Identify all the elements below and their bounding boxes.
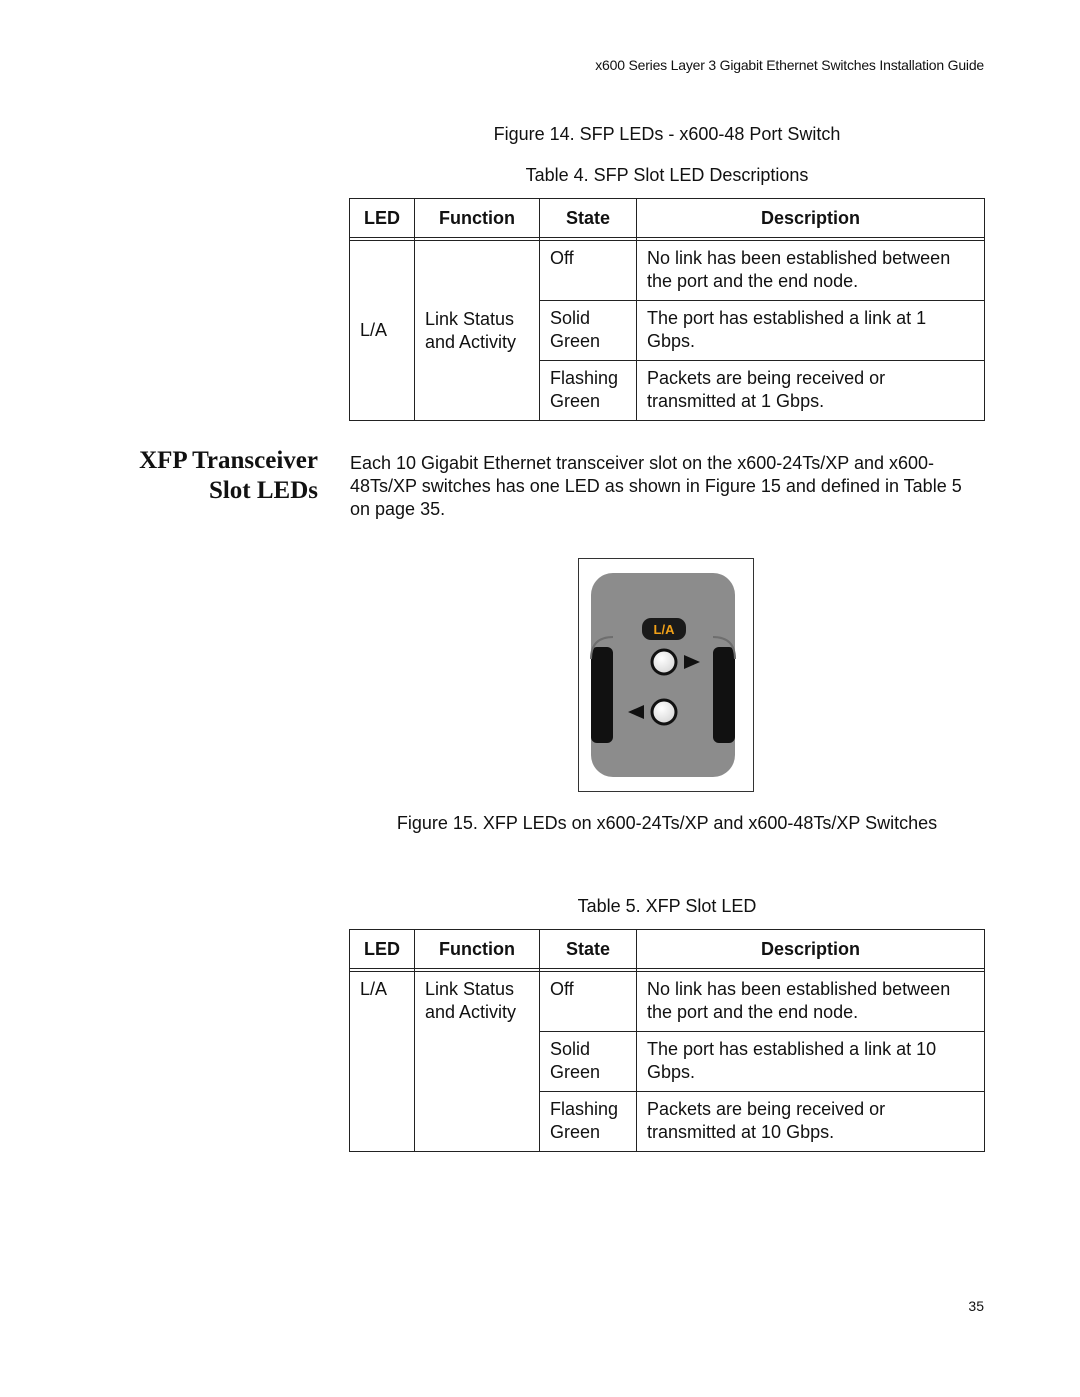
header-description: Description (637, 930, 985, 969)
section-heading-line-2: Slot LEDs (208, 477, 318, 504)
figure-15-caption: Figure 15. XFP LEDs on x600-24Ts/XP and x600-48Ts/XP Switches (396, 813, 938, 833)
right-slot-bracket (713, 647, 735, 743)
state-cell: Flashing Green (540, 1092, 637, 1152)
sfp-led-table (349, 198, 985, 421)
header-function: Function (415, 930, 540, 969)
figure-14-caption: Figure 14. SFP LEDs - x600-48 Port Switch (493, 124, 841, 144)
table-4-caption: Table 4. SFP Slot LED Descriptions (525, 165, 809, 185)
table-row (350, 972, 985, 1032)
table-header-row (350, 199, 985, 238)
page-number: 35 (968, 1298, 984, 1314)
section-heading (139, 446, 318, 506)
la-badge-label: L/A (653, 622, 675, 637)
led-cell: L/A (350, 241, 415, 421)
running-header: x600 Series Layer 3 Gigabit Ethernet Switches Installation Guide (595, 57, 984, 73)
led-cell: L/A (350, 972, 415, 1152)
state-cell: Solid Green (540, 1032, 637, 1092)
description-cell: The port has established a link at 1 Gbps. (637, 301, 985, 361)
led-indicator-top (652, 650, 676, 674)
table-row (350, 241, 985, 301)
header-function: Function (415, 199, 540, 238)
left-slot-bracket (591, 647, 613, 743)
header-led: LED (350, 199, 415, 238)
header-state: State (540, 930, 637, 969)
table-5-caption: Table 5. XFP Slot LED (577, 896, 757, 916)
state-cell: Off (540, 241, 637, 301)
header-description: Description (637, 199, 985, 238)
function-cell: Link Status and Activity (415, 972, 540, 1152)
section-heading-line-1: XFP Transceiver (139, 447, 318, 474)
description-cell: Packets are being received or transmitted at 10 Gbps. (637, 1092, 985, 1152)
description-cell: Packets are being received or transmitted at 1 Gbps. (637, 361, 985, 421)
xfp-led-table (349, 929, 985, 1152)
description-cell: The port has established a link at 10 Gbps. (637, 1032, 985, 1092)
body-paragraph: Each 10 Gigabit Ethernet transceiver slot on the x600-24Ts/XP and x600-48Ts/XP switches has one LED as shown in Figure 15 and defined in Table 5 on page 35. (350, 453, 962, 519)
state-cell: Flashing Green (540, 361, 637, 421)
led-indicator-bottom (652, 700, 676, 724)
description-cell: No link has been established between the port and the end node. (637, 972, 985, 1032)
header-led: LED (350, 930, 415, 969)
xfp-led-figure (578, 558, 754, 792)
header-state: State (540, 199, 637, 238)
table-header-row (350, 930, 985, 969)
state-cell: Off (540, 972, 637, 1032)
description-cell: No link has been established between the port and the end node. (637, 241, 985, 301)
xfp-led-illustration (579, 559, 753, 791)
state-cell: Solid Green (540, 301, 637, 361)
function-cell: Link Status and Activity (415, 241, 540, 421)
